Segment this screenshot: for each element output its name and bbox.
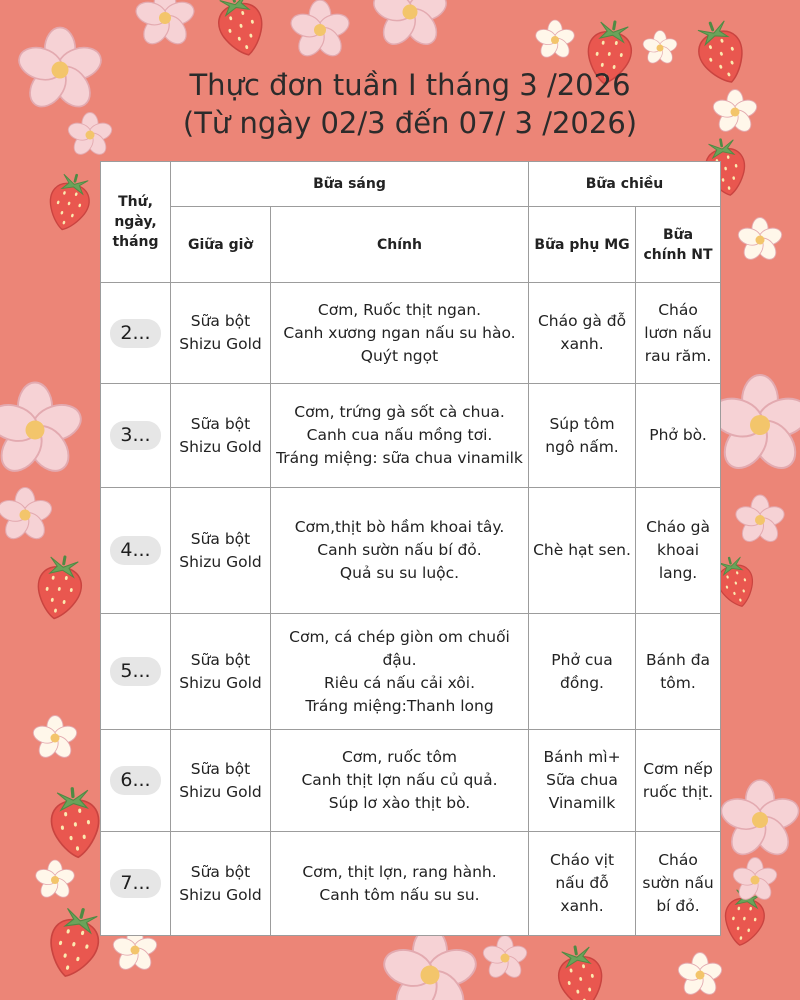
main-dish-cell xyxy=(271,614,529,730)
table-row xyxy=(101,488,721,614)
blossom-icon xyxy=(133,0,197,49)
strawberry-icon xyxy=(212,0,270,60)
dish-line: Canh xương ngan nấu su hào. xyxy=(283,323,516,342)
header-day: Thứ, ngày, tháng xyxy=(101,162,171,283)
dish-line: Súp lơ xào thịt bò. xyxy=(328,794,471,812)
side-mg-cell: Chè hạt sen. xyxy=(529,488,636,614)
main-nt-cell: Bánh đa tôm. xyxy=(636,614,721,730)
snack-cell: Sữa bột Shizu Gold xyxy=(171,832,271,936)
side-mg-cell: Súp tôm ngô nấm. xyxy=(529,384,636,488)
blossom-icon xyxy=(481,936,529,981)
dish-line: Cơm,thịt bò hầm khoai tây. xyxy=(294,518,505,536)
title-line-2: (Từ ngày 02/3 đến 07/ 3 /2026) xyxy=(182,106,638,140)
weekly-menu-table xyxy=(100,161,721,936)
blossom-icon xyxy=(534,20,576,60)
header-morning: Bữa sáng xyxy=(171,162,529,207)
snack-cell: Sữa bột Shizu Gold xyxy=(171,488,271,614)
page-title xyxy=(100,66,720,142)
dish-line: Cơm, cá chép giòn om chuối đậu. xyxy=(289,627,510,669)
strawberry-icon xyxy=(33,552,86,622)
dish-line: Cơm, ruốc tôm xyxy=(341,748,458,766)
blossom-icon xyxy=(0,383,85,479)
title-line-1: Thực đơn tuần I tháng 3 /2026 xyxy=(189,68,631,102)
dish-line: Quả su su luộc. xyxy=(339,564,460,582)
day-badge: 7... xyxy=(110,869,160,898)
main-dish-cell xyxy=(271,283,529,384)
table-row xyxy=(101,283,721,384)
table-row xyxy=(101,614,721,730)
blossom-icon xyxy=(288,0,352,61)
main-dish-cell xyxy=(271,384,529,488)
main-dish-cell xyxy=(271,832,529,936)
table-row xyxy=(101,730,721,832)
snack-cell: Sữa bột Shizu Gold xyxy=(171,614,271,730)
blossom-icon xyxy=(676,953,724,998)
table-row xyxy=(101,832,721,936)
day-badge: 4... xyxy=(110,536,160,565)
strawberry-icon xyxy=(49,785,102,859)
strawberry-icon xyxy=(554,942,607,1000)
dish-line: Canh cua nấu mồng tơi. xyxy=(306,426,493,444)
day-badge: 3... xyxy=(110,421,160,450)
main-nt-cell: Cơm nếp ruốc thịt. xyxy=(636,730,721,832)
day-badge: 5... xyxy=(110,657,160,686)
blossom-icon xyxy=(718,780,800,861)
snack-cell: Sữa bột Shizu Gold xyxy=(171,283,271,384)
side-mg-cell: Cháo vịt nấu đỗ xanh. xyxy=(529,832,636,936)
dish-line: Tráng miệng: sữa chua vinamilk xyxy=(276,449,523,467)
header-main-nt: Bữa chính NT xyxy=(636,207,721,283)
dish-line: Cơm, thịt lợn, rang hành. xyxy=(302,862,497,881)
day-badge: 6... xyxy=(110,766,160,795)
main-dish-cell xyxy=(271,730,529,832)
main-nt-cell: Cháo sườn nấu bí đỏ. xyxy=(636,832,721,936)
dish-line: Cơm, Ruốc thịt ngan. xyxy=(317,300,482,319)
side-mg-cell: Phở cua đồng. xyxy=(529,614,636,730)
snack-cell: Sữa bột Shizu Gold xyxy=(171,384,271,488)
header-afternoon: Bữa chiều xyxy=(529,162,721,207)
header-snack: Giữa giờ xyxy=(171,207,271,283)
strawberry-icon xyxy=(43,902,107,982)
dish-line: Quýt ngọt xyxy=(360,346,439,365)
dish-line: Riêu cá nấu cải xôi. xyxy=(323,673,476,692)
day-badge: 2... xyxy=(110,319,160,348)
blossom-icon xyxy=(34,860,76,900)
blossom-icon xyxy=(641,31,678,66)
header-side-mg: Bữa phụ MG xyxy=(529,207,636,283)
blossom-icon xyxy=(736,218,784,263)
side-mg-cell: Bánh mì+ Sữa chua Vinamilk xyxy=(529,730,636,832)
dish-line: Cơm, trứng gà sốt cà chua. xyxy=(294,403,505,421)
main-nt-cell: Cháo gà khoai lang. xyxy=(636,488,721,614)
dish-line: Canh sườn nấu bí đỏ. xyxy=(317,541,482,559)
blossom-icon xyxy=(370,0,450,50)
main-nt-cell: Phở bò. xyxy=(636,384,721,488)
dish-line: Tráng miệng:Thanh long xyxy=(305,696,494,715)
snack-cell: Sữa bột Shizu Gold xyxy=(171,730,271,832)
blossom-icon xyxy=(733,495,786,546)
strawberry-icon xyxy=(43,169,95,235)
table-row xyxy=(101,384,721,488)
main-dish-cell xyxy=(271,488,529,614)
side-mg-cell: Cháo gà đỗ xanh. xyxy=(529,283,636,384)
blossom-icon xyxy=(31,716,79,761)
dish-line: Canh tôm nấu su su. xyxy=(319,885,480,904)
main-nt-cell: Cháo lươn nấu rau răm. xyxy=(636,283,721,384)
blossom-icon xyxy=(15,27,105,113)
dish-line: Canh thịt lợn nấu củ quả. xyxy=(301,771,498,789)
blossom-icon xyxy=(0,488,54,544)
blossom-icon xyxy=(380,928,481,1000)
header-main: Chính xyxy=(271,207,529,283)
